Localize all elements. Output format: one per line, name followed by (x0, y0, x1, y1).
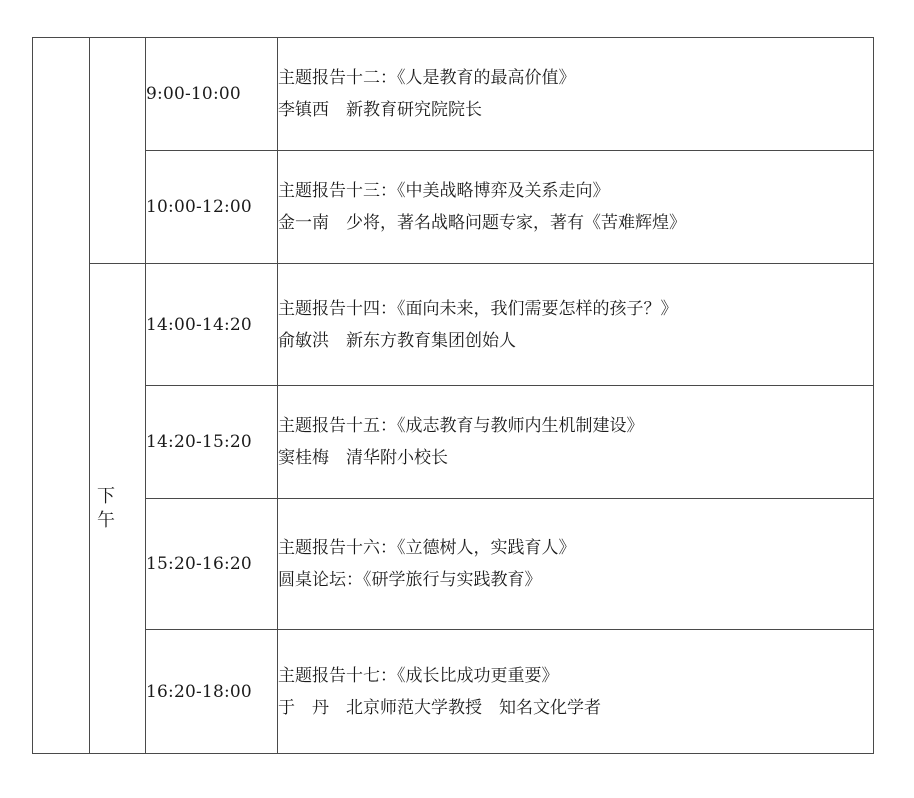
talk-title: 主题报告十七：《成长比成功更重要》 (278, 665, 559, 686)
period-label: 下午 (97, 485, 115, 531)
table-row (33, 264, 874, 386)
period-cell-afternoon (90, 264, 146, 754)
table-row (33, 386, 874, 499)
description-cell (278, 499, 874, 630)
talk-title: 主题报告十六：《立德树人，实践育人》 (278, 538, 576, 558)
table-row (33, 151, 874, 264)
talk-title: 主题报告十四：《面向未来，我们需要怎样的孩子？》 (278, 298, 678, 319)
period-cell-morning (90, 38, 146, 264)
speaker-info: 圆桌论坛：《研学旅行与实践教育》 (278, 570, 542, 590)
speaker-info: 俞敏洪 新东方教育集团创始人 (278, 330, 516, 351)
time-cell: 10:00-12:00 (146, 151, 278, 264)
day-cell (33, 38, 90, 754)
speaker-info: 于 丹 北京师范大学教授 知名文化学者 (278, 697, 601, 718)
talk-title: 主题报告十二：《人是教育的最高价值》 (278, 68, 576, 88)
schedule-table (32, 37, 874, 754)
description-cell (278, 264, 874, 386)
table-row (33, 38, 874, 151)
speaker-info: 窦桂梅 清华附小校长 (278, 448, 448, 468)
description-cell (278, 38, 874, 151)
talk-title: 主题报告十三：《中美战略博弈及关系走向》 (278, 181, 610, 201)
time-cell: 14:20-15:20 (146, 386, 278, 499)
time-cell: 9:00-10:00 (146, 38, 278, 151)
talk-title: 主题报告十五：《成志教育与教师内生机制建设》 (278, 416, 644, 436)
table-row (33, 499, 874, 630)
time-cell: 16:20-18:00 (146, 630, 278, 754)
speaker-info: 李镇西 新教育研究院院长 (278, 100, 482, 120)
time-cell: 15:20-16:20 (146, 499, 278, 630)
description-cell (278, 151, 874, 264)
speaker-info: 金一南 少将，著名战略问题专家，著有《苦难辉煌》 (278, 213, 686, 233)
table-row (33, 630, 874, 754)
description-cell (278, 386, 874, 499)
time-cell: 14:00-14:20 (146, 264, 278, 386)
description-cell (278, 630, 874, 754)
